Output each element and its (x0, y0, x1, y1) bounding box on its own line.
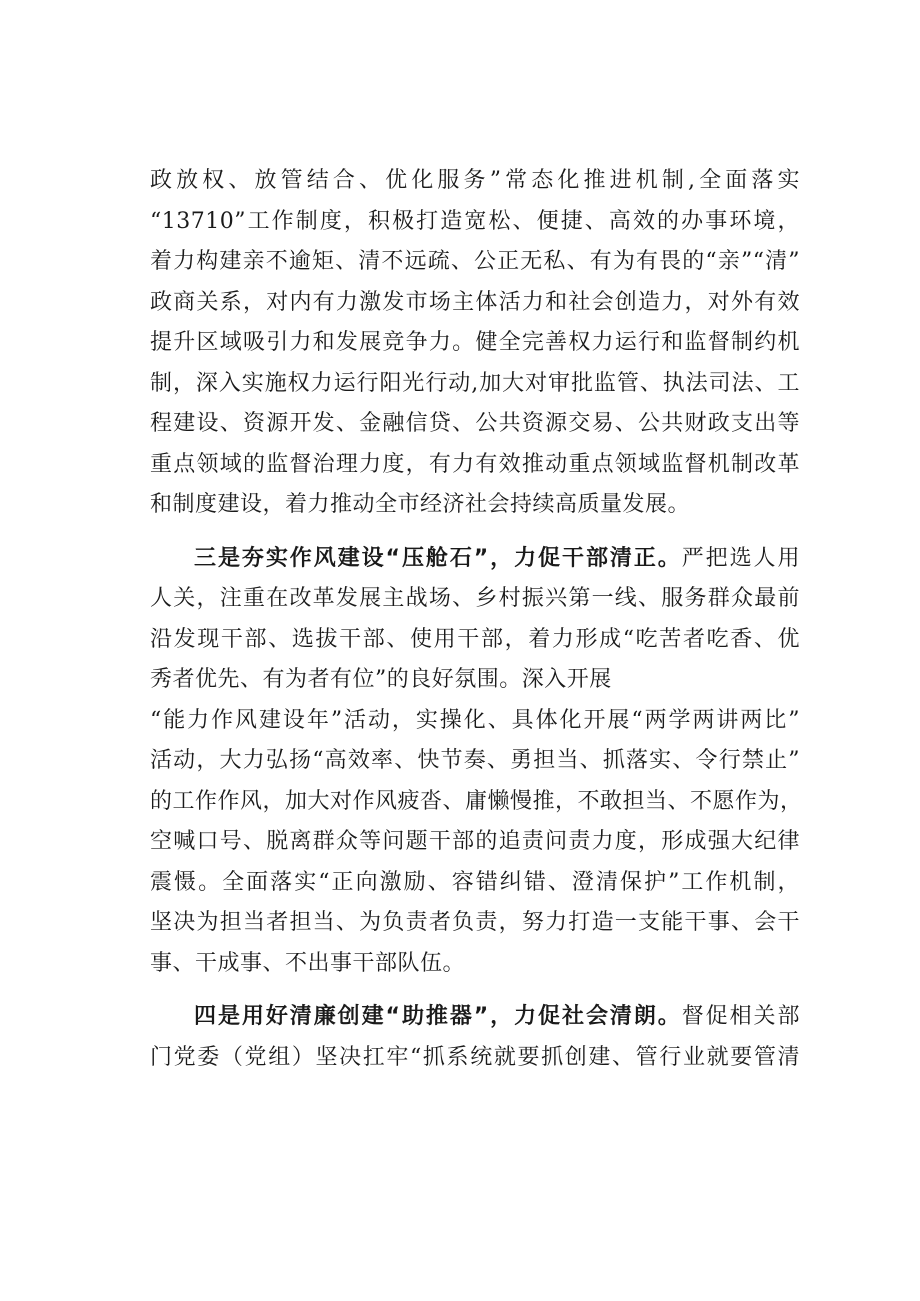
text-line: 秀者优先、有为者有位”的良好氛围。深入开展 (150, 667, 612, 692)
text-line: 制，深入实施权力运行阳光行动,加大对审批监管、执法司法、工 (150, 370, 800, 396)
paragraph-2 (150, 539, 803, 985)
text-line: 坚决为担当者担当、为负责者负责，努力打造一支能干事、会干 (150, 910, 800, 935)
paragraph-1 (150, 161, 800, 526)
text-line: “能力作风建设年”活动，实操化、具体化开展“两学两讲两比” (150, 707, 800, 733)
text-line: 的工作作风，加大对作风疲沓、庸懒慢推，不敢担当、不愿作为， (150, 788, 803, 814)
text-span: 严把选人用 (681, 545, 800, 571)
text-line: 重点领域的监督治理力度，有力有效推动重点领域监督机制改革 (150, 451, 800, 477)
text-line: 人关，注重在改革发展主战场、乡村振兴第一线、服务群众最前 (150, 586, 800, 611)
text-line (150, 997, 800, 1038)
text-line: 门党委（党组）坚决扛牢“抓系统就要抓创建、管行业就要管清 (150, 1044, 800, 1070)
text-line: 和制度建设，着力推动全市经济社会持续高质量发展。 (150, 492, 691, 517)
document-body (150, 161, 803, 1078)
paragraph-heading: 四是用好清廉创建“助推器”，力促社会清朗。 (194, 1004, 682, 1029)
text-line: 事、干成事、不出事干部队伍。 (150, 950, 466, 976)
text-line (150, 539, 800, 580)
text-line: 提升区域吸引力和发展竞争力。健全完善权力运行和监督制约机 (150, 330, 800, 355)
text-line: “13710”工作制度，积极打造宽松、便捷、高效的办事环境， (150, 208, 800, 234)
text-line: 政放权、放管结合、优化服务”常态化推进机制,全面落实 (150, 168, 800, 193)
text-line: 震慑。全面落实“正向激励、容错纠错、澄清保护”工作机制， (150, 869, 800, 895)
text-line: 着力构建亲不逾矩、清不远疏、公正无私、有为有畏的“亲”“清” (150, 249, 800, 274)
text-span: 督促相关部 (681, 1004, 800, 1029)
paragraph-heading: 三是夯实作风建设“压舱石”，力促干部清正。 (194, 545, 682, 571)
text-line: 活动，大力弘扬“高效率、快节奏、勇担当、抓落实、令行禁止” (150, 748, 800, 773)
text-line: 政商关系，对内有力激发市场主体活力和社会创造力，对外有效 (150, 289, 800, 315)
text-line: 沿发现干部、选拔干部、使用干部，着力形成“吃苦者吃香、优 (150, 626, 800, 652)
paragraph-3 (150, 997, 800, 1078)
text-line: 程建设、资源开发、金融信贷、公共资源交易、公共财政支出等 (150, 411, 800, 436)
text-line: 空喊口号、脱离群众等问题干部的追责问责力度，形成强大纪律 (150, 829, 800, 854)
